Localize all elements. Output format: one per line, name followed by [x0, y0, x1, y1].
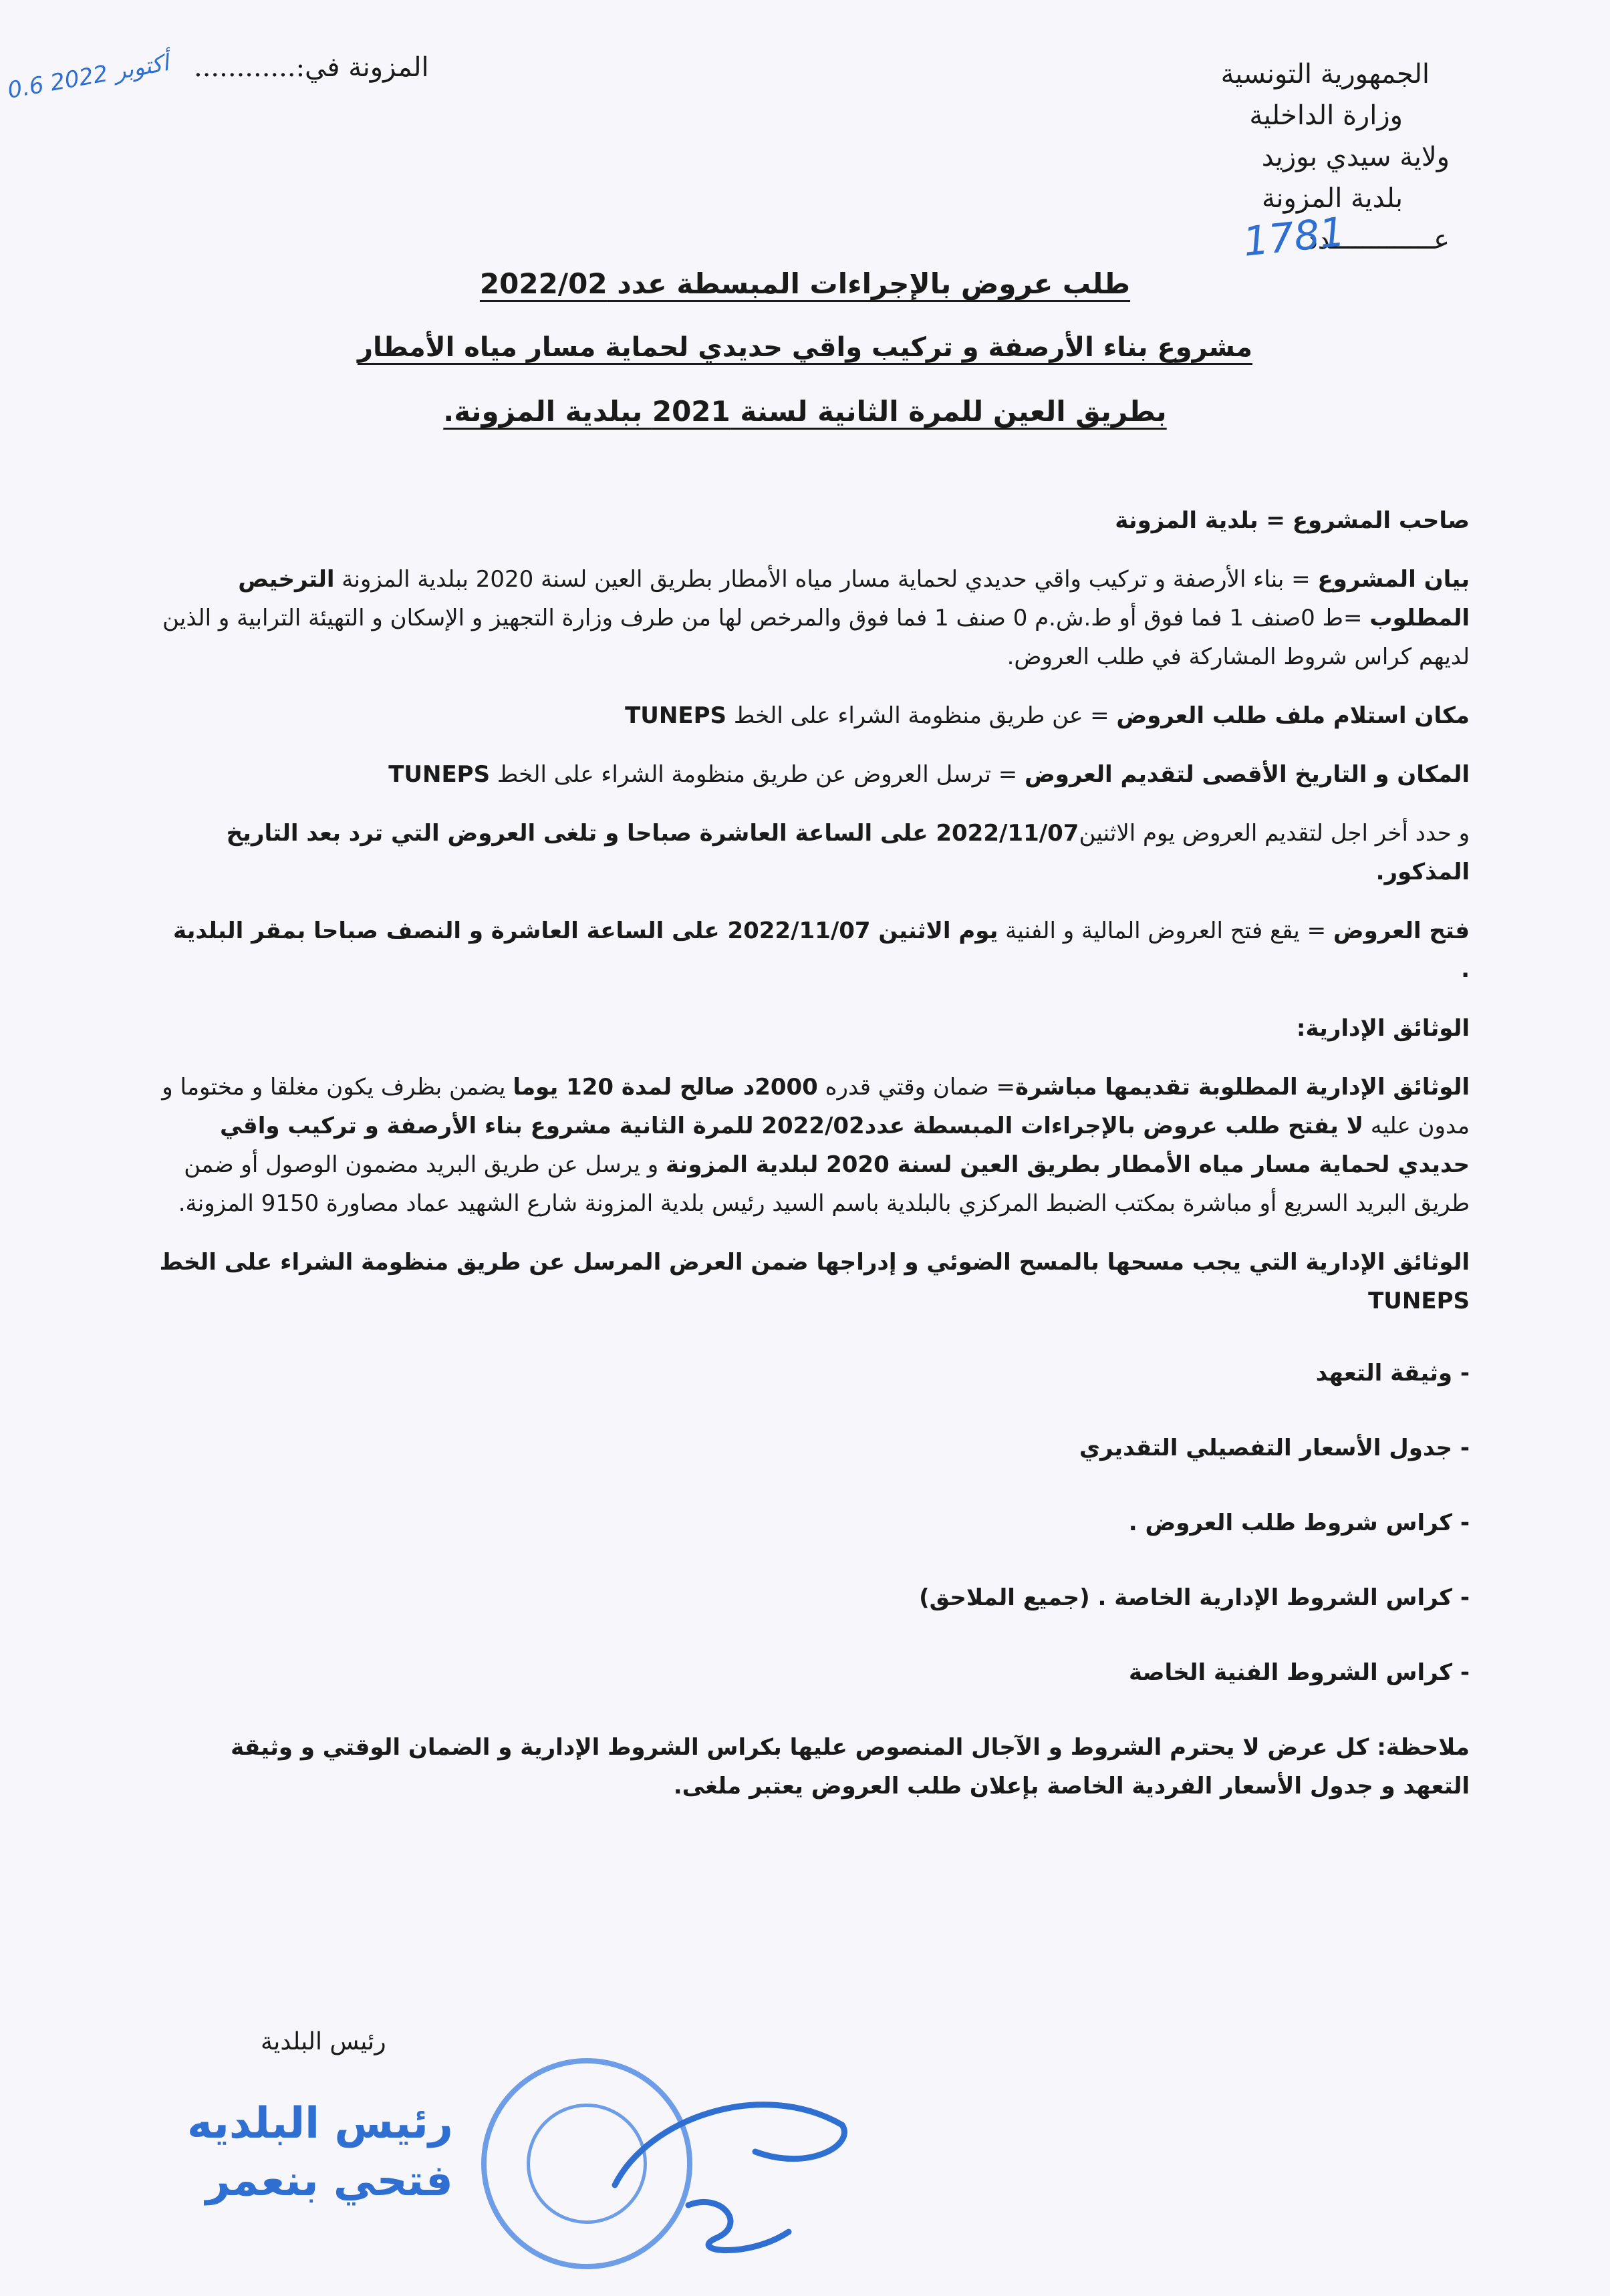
title-line-2: مشروع بناء الأرصفة و تركيب واقي حديدي لحماية مسار مياه الأمطار: [358, 332, 1252, 363]
admin-direct-t1: = ضمان وقتي قدره: [817, 1074, 1016, 1101]
list-item: - جدول الأسعار التفصيلي التقديري: [157, 1429, 1470, 1467]
deadline-place-tuneps: TUNEPS: [388, 761, 491, 788]
project-description: [157, 560, 1470, 676]
scan-docs-text: الوثائق الإدارية التي يجب مسحها بالمسح الضوئي و إدراجها ضمن العرض المرسل عن طريق منظومة الشراء على الخط: [159, 1249, 1470, 1276]
note-text: كل عرض لا يحترم الشروط و الآجال المنصوص عليها بكراس الشروط الإدارية و الضمان الوقتي و وثيقة التعهد و جدول الأسعار الفردية الخاصة بإعلان طلب العروض يعتبر ملغى.: [231, 1734, 1470, 1800]
deadline-place-value: = ترسل العروض عن طريق منظومة الشراء على الخط: [497, 761, 1018, 788]
opening-date: يوم الاثنين 2022/11/07 على الساعة العاشرة و النصف صباحا بمقر البلدية .: [173, 917, 1470, 983]
owner-value: = بلدية المزونة: [1115, 507, 1285, 534]
place-date-line: [194, 52, 429, 83]
file-place-tuneps: TUNEPS: [625, 702, 726, 729]
date-dots: ............: [194, 52, 296, 83]
document-titles: [160, 267, 1450, 460]
municipality-name: بلدية المزونة: [1261, 183, 1403, 214]
governorate-name: ولاية سيدي بوزيد: [1261, 142, 1450, 172]
republic-name: الجمهورية التونسية: [1220, 59, 1430, 90]
admin-docs-direct: [157, 1068, 1470, 1223]
handwritten-reference-number: 1781: [1240, 208, 1347, 266]
admin-direct-label: الوثائق الإدارية المطلوبة تقديمها مباشرة: [1015, 1074, 1470, 1101]
admin-direct-b1: 2000د صالح لمدة 120 يوما: [513, 1074, 818, 1101]
admin-direct-t2: يضمن بظرف يكون مغلقا و مختوما و مدون عليه: [162, 1074, 1470, 1139]
stamp-line-1: رئيس البلديه: [187, 2099, 453, 2148]
opening-text: = يقع فتح العروض المالية و الفنية: [1005, 917, 1327, 944]
title-line-3: بطريق العين للمرة الثانية لسنة 2021 ببلدية المزونة.: [443, 395, 1167, 428]
file-place-value: = عن طريق منظومة الشراء على الخط: [733, 702, 1109, 729]
bid-opening: [157, 911, 1470, 989]
title-line-1: طلب عروض بالإجراءات المبسطة عدد 2022/02: [479, 267, 1131, 300]
deadline-text: و حدد أخر اجل لتقديم العروض يوم الاثنين: [1079, 820, 1470, 847]
admin-direct-t3: و يرسل عن طريق البريد مضمون الوصول أو ضمن طريق البريد السريع أو مباشرة بمكتب الضبط المركزي بالبلدية باسم السيد رئيس بلدية المزونة شارع الشهيد عماد مصاورة 9150 المزونة.: [178, 1151, 1470, 1217]
signer-title: رئيس البلدية: [261, 2028, 386, 2055]
list-item: - كراس الشروط الفنية الخاصة: [157, 1653, 1470, 1692]
note-label: ملاحظة:: [1377, 1734, 1470, 1761]
license-label: الترخيص المطلوب: [238, 566, 1470, 631]
mayor-signature-stamp: [187, 2095, 453, 2210]
scan-docs: [157, 1243, 1470, 1320]
deadline-place-label: المكان و التاريخ الأقصى لتقديم العروض: [1025, 761, 1470, 788]
document-body: [157, 501, 1470, 1826]
owner-label: صاحب المشروع: [1292, 507, 1470, 534]
signature-scribble-icon: [588, 2038, 869, 2279]
project-owner: [157, 501, 1470, 540]
stamp-line-2: فتحي بنعمر: [205, 2156, 453, 2206]
submission-place: [157, 755, 1470, 794]
date-label: المزونة في:: [295, 52, 429, 83]
scan-docs-tuneps: TUNEPS: [1368, 1288, 1470, 1314]
file-place-label: مكان استلام ملف طلب العروض: [1116, 702, 1470, 729]
deadline-date: 2022/11/07 على الساعة العاشرة صباحا و تلغى العروض التي ترد بعد التاريخ المذكور.: [226, 820, 1470, 885]
project-value: = بناء الأرصفة و تركيب واقي حديدي لحماية مسار مياه الأمطار بطريق العين لسنة 2020 ببلدية المزونة: [342, 566, 1311, 593]
license-value: =ط 0صنف 1 فما فوق أو ط.ش.م 0 صنف 1 فما فوق والمرخص لها من طرف وزارة التجهيز و الإسكان و التهيئة الترابية و الذين لديهم كراس شروط المشاركة في طلب العروض.: [162, 605, 1470, 670]
reference-number-label: عـــــــــــــدد: [1305, 225, 1450, 255]
list-item: - وثيقة التعهد: [157, 1354, 1470, 1393]
note: [157, 1728, 1470, 1806]
admin-direct-b2: لا يفتح طلب عروض بالإجراءات المبسطة عدد2022/02 للمرة الثانية مشروع بناء الأرصفة و تركيب واقي حديدي لحماية مسار مياه الأمطار بطريق العين لسنة 2020 لبلدية المزونة: [220, 1113, 1470, 1178]
handwritten-date: 0.6 أكتوبر 2022: [5, 49, 171, 104]
file-collection-place: [157, 696, 1470, 735]
project-label: بيان المشروع: [1317, 566, 1470, 593]
admin-docs-heading: الوثائق الإدارية:: [1296, 1015, 1470, 1042]
opening-label: فتح العروض: [1333, 917, 1470, 944]
submission-deadline: [157, 814, 1470, 891]
list-item: - كراس الشروط الإدارية الخاصة . (جميع الملاحق): [157, 1578, 1470, 1617]
ministry-name: وزارة الداخلية: [1249, 100, 1403, 131]
required-documents-list: [157, 1354, 1470, 1692]
list-item: - كراس شروط طلب العروض .: [157, 1503, 1470, 1542]
